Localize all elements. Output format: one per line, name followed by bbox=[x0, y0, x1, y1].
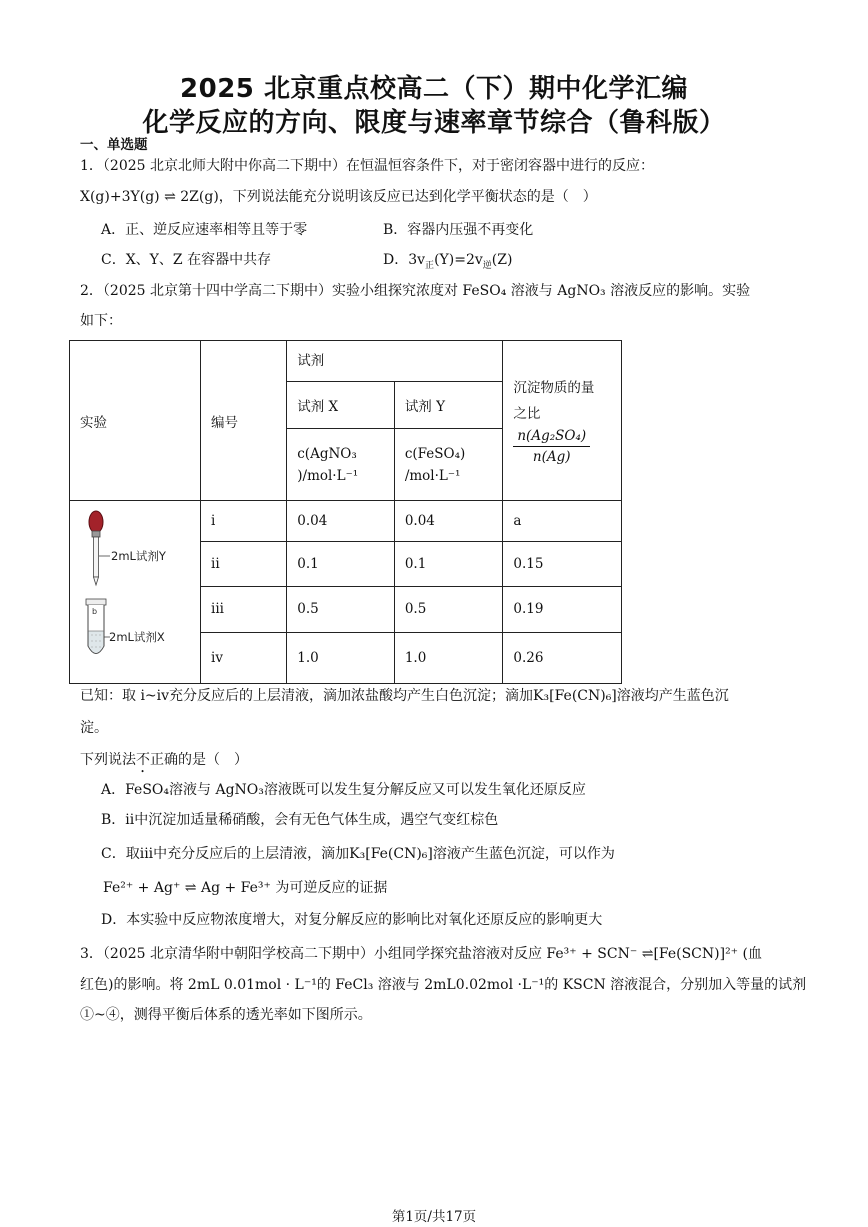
cell-x: 0.1 bbox=[287, 542, 395, 587]
q2-c-pre: C．取iii中充分反应后的上层清液，滴加 bbox=[101, 846, 350, 862]
svg-text:b: b bbox=[92, 607, 98, 616]
q2-c-post: 溶液产生蓝色沉淀，可以作为 bbox=[432, 846, 615, 862]
q2-known-2: 淀。 bbox=[80, 720, 108, 736]
cell-ratio: 0.26 bbox=[503, 632, 622, 683]
equilibrium-arrow-icon: ⇌ bbox=[641, 946, 654, 962]
cell-no: iii bbox=[201, 587, 287, 632]
q2-option-d: D．本实验中反应物浓度增大，对复分解反应的影响比对氧化还原反应的影响更大 bbox=[101, 912, 603, 928]
cell-y: 0.1 bbox=[394, 542, 503, 587]
q2-option-c-line2 bbox=[103, 878, 387, 898]
q3-line-3: ①~④，测得平衡后体系的透光率如下图所示。 bbox=[80, 1007, 372, 1023]
q2-ask-pre: 下列说法 bbox=[80, 752, 136, 768]
q2-known-1b: 溶液均产生蓝色沉 bbox=[616, 688, 729, 704]
q2-c2-post: 为可逆反应的证据 bbox=[270, 880, 388, 896]
q2-option-b: B．ii中沉淀加适量稀硝酸，会有无色气体生成，遇空气变红棕色 bbox=[101, 812, 499, 828]
experiment-table bbox=[69, 340, 622, 684]
q3-line-2: 红色)的影响。将 2mL 0.01mol · L⁻¹的 FeCl₃ 溶液与 2mL0.02mol ·L⁻¹的 KSCN 溶液混合，分别加入等量的试剂 bbox=[80, 977, 807, 993]
header-reagent: 试剂 bbox=[287, 341, 503, 382]
q2-c2-left: Fe²⁺ + Ag⁺ bbox=[103, 880, 181, 896]
page-footer: 第1页/共17页 bbox=[391, 1209, 477, 1225]
table-row bbox=[70, 501, 622, 542]
equilibrium-arrow-icon: ⇌ bbox=[184, 880, 197, 896]
ratio-fraction bbox=[513, 428, 590, 465]
q2-stem-2: 如下： bbox=[80, 313, 122, 329]
q2-ask bbox=[80, 750, 248, 776]
title-line-1: 2025 北京重点校高二（下）期中化学汇编 bbox=[180, 74, 688, 104]
k3-formula: K₃[Fe(CN)₆] bbox=[533, 688, 617, 704]
section-heading: 一、单选题 bbox=[80, 137, 148, 153]
q2-ask-post: 正确的是（ ） bbox=[150, 752, 248, 768]
cell-y: 1.0 bbox=[394, 632, 503, 683]
label-reagent-x: 2mL试剂X bbox=[109, 630, 165, 644]
q2-known-1 bbox=[80, 686, 729, 706]
ratio-numerator: n(Ag₂SO₄) bbox=[513, 428, 590, 447]
cell-x: 1.0 bbox=[287, 632, 395, 683]
title-line-2: 化学反应的方向、限度与速率章节综合（鲁科版） bbox=[142, 108, 726, 138]
header-experiment: 实验 bbox=[70, 341, 201, 501]
cell-x: 0.04 bbox=[287, 501, 395, 542]
q2-option-c bbox=[101, 844, 615, 864]
apparatus-figure bbox=[70, 501, 201, 684]
q1-option-c: C．X、Y、Z 在容器中共存 bbox=[101, 252, 272, 268]
header-conc-x-line2: )/mol·L⁻¹ bbox=[297, 467, 359, 484]
q1-option-d bbox=[383, 250, 512, 276]
q1-d-sub1: 正 bbox=[425, 260, 435, 271]
cell-no: iv bbox=[201, 632, 287, 683]
cell-ratio: 0.15 bbox=[503, 542, 622, 587]
q1-reaction-right: 2Z(g) bbox=[180, 189, 219, 205]
q1-d-sub2: 逆 bbox=[482, 260, 492, 271]
header-number: 编号 bbox=[201, 341, 287, 501]
q2-known-1a: 已知：取 i~iv充分反应后的上层清液，滴加浓盐酸均产生白色沉淀；滴加 bbox=[80, 688, 534, 704]
q1-option-b: B．容器内压强不再变化 bbox=[383, 222, 534, 238]
q1-stem: 1．（2025 北京北师大附中你高二下期中）在恒温恒容条件下，对于密闭容器中进行的反应： bbox=[80, 158, 654, 174]
header-ratio bbox=[503, 341, 622, 501]
header-ratio-line1: 沉淀物质的量 bbox=[513, 380, 595, 396]
cell-ratio: a bbox=[503, 501, 622, 542]
header-reagent-x: 试剂 X bbox=[287, 382, 395, 429]
q1-d-part2: (Y)=2v bbox=[434, 252, 483, 268]
cell-no: i bbox=[201, 501, 287, 542]
q1-d-part1: D．3v bbox=[383, 252, 426, 268]
cell-y: 0.5 bbox=[394, 587, 503, 632]
header-conc-y-line2: /mol·L⁻¹ bbox=[404, 467, 461, 484]
cell-no: ii bbox=[201, 542, 287, 587]
header-ratio-line2: 之比 bbox=[513, 406, 541, 422]
cell-x: 0.5 bbox=[287, 587, 395, 632]
q3-line-1 bbox=[80, 944, 762, 964]
q2-c2-right: Ag + Fe³⁺ bbox=[200, 880, 271, 896]
q2-option-a: A．FeSO₄溶液与 AgNO₃溶液既可以发生复分解反应又可以发生氧化还原反应 bbox=[101, 782, 586, 798]
cell-y: 0.04 bbox=[394, 501, 503, 542]
q1-d-part3: (Z) bbox=[491, 252, 513, 268]
q3-line-1-post: [Fe(SCN)]²⁺ (血 bbox=[653, 946, 762, 962]
q1-reaction-line bbox=[80, 187, 597, 207]
ratio-denominator: n(Ag) bbox=[532, 449, 571, 465]
header-conc-y bbox=[394, 429, 503, 501]
k3-formula: K₃[Fe(CN)₆] bbox=[349, 846, 433, 862]
header-conc-y-line1: c(FeSO₄) bbox=[404, 445, 466, 462]
label-reagent-y: 2mL试剂Y bbox=[111, 549, 166, 563]
q1-option-a: A．正、逆反应速率相等且等于零 bbox=[101, 222, 308, 238]
header-conc-x-line1: c(AgNO₃ bbox=[297, 445, 357, 462]
cell-ratio: 0.19 bbox=[503, 587, 622, 632]
header-conc-x bbox=[287, 429, 395, 501]
q1-question: ，下列说法能充分说明该反应已达到化学平衡状态的是（ ） bbox=[218, 189, 597, 205]
q1-reaction-left: X(g)+3Y(g) bbox=[80, 189, 160, 205]
equilibrium-arrow-icon: ⇌ bbox=[164, 189, 176, 205]
q2-ask-emphasis: 不 bbox=[136, 752, 150, 768]
q3-line-1-pre: 3．（2025 北京清华附中朝阳学校高二下期中）小组同学探究盐溶液对反应 Fe³⁺ + SCN⁻ bbox=[80, 946, 638, 962]
header-reagent-y: 试剂 Y bbox=[394, 382, 503, 429]
q2-stem-1: 2．（2025 北京第十四中学高二下期中）实验小组探究浓度对 FeSO₄ 溶液与 AgNO₃ 溶液反应的影响。实验 bbox=[80, 283, 751, 299]
test-tube-dropper-icon bbox=[70, 501, 200, 679]
